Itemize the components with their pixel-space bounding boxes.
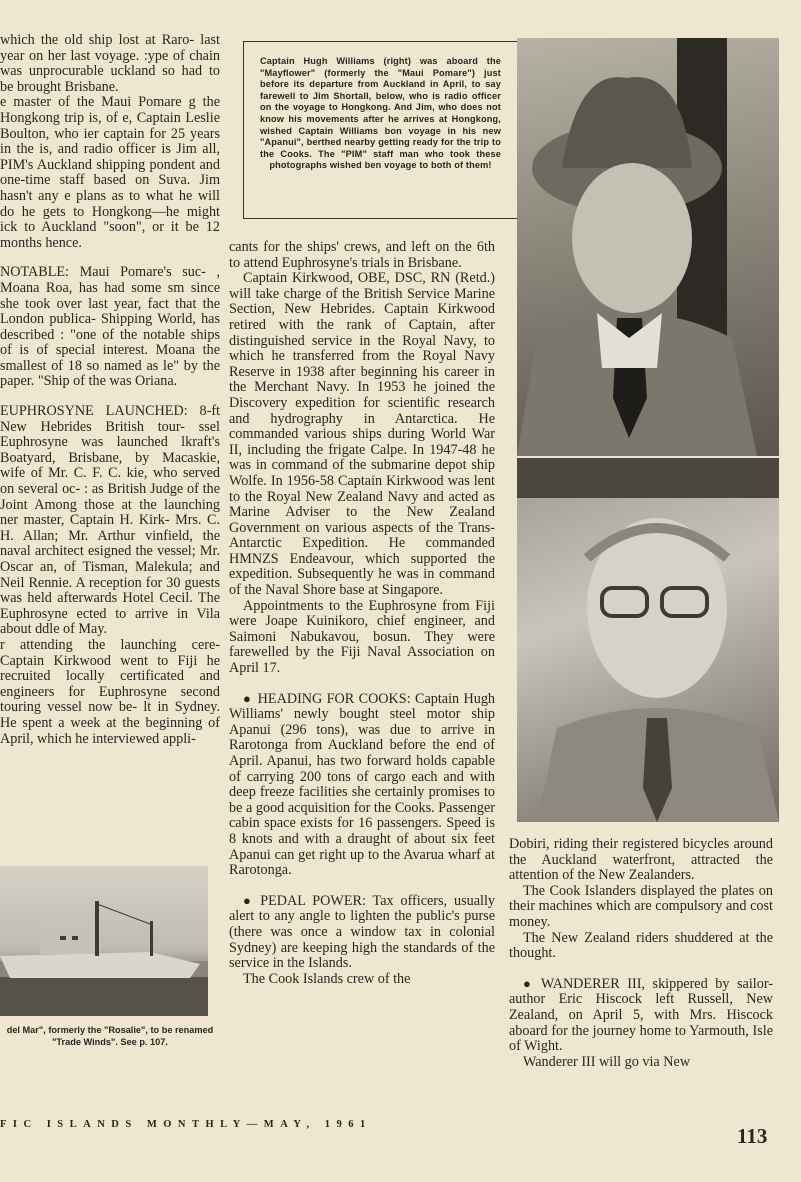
paragraph-wanderer <box>509 976 773 1055</box>
ship-photo-caption: del Mar", formerly the "Rosalie", to be renamed "Trade Winds". See p. 107. <box>6 1025 214 1047</box>
paragraph: r attending the launching cere- Captain Kirkwood went to Fiji he recruited locally certificated and engineers for Euphrosyne second touring vessel now be- lt in Sydney. He spent a week at the beginning of April, which he interviewed appli- <box>0 636 220 747</box>
paragraph: The Cook Islanders displayed the plates on their machines which are compulsory and cost money. <box>509 882 773 930</box>
paragraph-pedal-power <box>229 893 495 972</box>
paragraph: Dobiri, riding their registered bicycles around the Auckland waterfront, attracted the attention of the New Zealanders. <box>509 837 773 884</box>
paragraph: NOTABLE: Maui Pomare's suc- , Moana Roa, has had some sm since she took over last year, fact that the London publica- Shipping World, has described : "one of the notable ships of is of special interest. Moana the smallest of 18 so named as le" by the paper. "Ship of the was Oriana. <box>0 264 220 390</box>
photo-caption-box <box>243 41 521 219</box>
page-number: 113 <box>737 1124 768 1148</box>
ship-at-wharf-photo-icon <box>0 866 208 1016</box>
paragraph: The New Zealand riders shuddered at the thought. <box>509 929 773 962</box>
paragraph: Wanderer III will go via New <box>523 1053 691 1070</box>
man-with-glasses-photo-icon <box>517 458 779 822</box>
paragraph: cants for the ships' crews, and left on the 6th to attend Euphrosyne's trials in Brisbane. <box>229 240 495 271</box>
paragraph: e master of the Maui Pomare g the Hongkong trip is, of e, Captain Leslie Boulton, who ier captain for 25 years in the is, and radio officer is Jim all, PIM's Auckland shipping pondent and one-time staff based on Suva. Jim hasn't any e plans as to what he will do he gets to Hongkong—he might ick to Auckland "soon", or it be 12 months hence. <box>0 94 220 251</box>
paragraph-text: HEADING FOR COOKS: Captain Hugh Williams' newly bought steel motor ship Apanui (296 tons), was due to arrive in Rarotonga from Auckland before the end of April. Apanui, has two forward holds capable of carrying 200 tons of cargo each and with deep freeze facilities she certainly promises to be a good acquisition for the Cooks. Passenger cabin space exists for 16 passengers. Speed is 8 knots and with a draught of about six feet Apanui can get right up to the Avarua wharf at Rarotonga. <box>229 690 495 879</box>
paragraph-text: WANDERER III, skippered by sailor-author Eric Hiscock left Russell, New Zealand, on April 5, with Mrs. Hiscock aboard for the journey home to Yarmouth, Isle of Wight. <box>509 975 773 1055</box>
paragraph: EUPHROSYNE LAUNCHED: 8-ft New Hebrides British tour- ssel Euphrosyne was launched lkraft's Boatyard, Brisbane, by Macaskie, wife of Mr. C. F. C. kie, who served on several oc- : as British Judge of the Joint Among those at the launching ner master, Captain H. Kirk- Mrs. C. H. Allan; Mr. Arthur vinfield, the naval architect esigned the vessel; Mr. Oscar an, of Tisman, Malekula; and Neil Rennie. A reception for 30 guests was held afterwards Hotel Cecil. The Euphrosyne ected to arrive in Vila about ddle of May. <box>0 403 220 638</box>
column-middle <box>229 240 495 1110</box>
caption-text: Captain Hugh Williams (right) was aboard the "Mayflower" (formerly the "Maui Pomare") just before its departure from Auckland in April, to say farewell to Jim Shortall, below, who is radio officer on the voyage to Hongkong. And Jim, who does not know his movements after he arrives at Hongkong, wished Captain Williams bon voyage in his new "Apanui", berthed nearby getting ready for the trip to the Cooks. The "PIM" staff man who took these photographs wished ben voyage to both of them! <box>260 56 501 171</box>
paragraph: Captain Kirkwood, OBE, DSC, RN (Retd.) will take charge of the British Service Marine Section, New Hebrides. Captain Kirkwood retired with the rank of Captain, after distinguished service in the Royal Navy, to which he transferred from the Royal Navy Reserve in 1938 after beginning his career in the Merchant Navy. In 1953 he joined the Discovery expedition for scientific research and hydrography in Antarctica. He commanded various ships during World War II, including the frigate Calpe. In 1947-48 he was in command of the submarine depot ship Wolfe. In 1956-58 Captain Kirkwood was lent to the Royal New Zealand Navy and acted as Marine Adviser to the New Zealand Government on various aspects of the Trans-Antarctic Expedition. He commanded HMNZS Endeavour, which supported the expedition. Subsequently he was in command of the Naval Shore base at Singapore. <box>229 270 495 599</box>
man-in-hat-photo-icon <box>517 38 779 456</box>
paragraph: which the old ship lost at Raro- last year on her last voyage. :ype of chain was unprocurable uckland so had to be brought Brisbane. <box>0 33 220 95</box>
bullet-icon: ● <box>243 892 255 908</box>
bullet-icon: ● <box>523 975 535 991</box>
ship-photo <box>0 866 208 1016</box>
paragraph-text: PEDAL POWER: Tax officers, usually alert to any angle to lighten the public's purse (there was once a window tax in colonial Sydney) are keeping high the standards of the service in the Islands. <box>229 892 495 972</box>
paragraph-heading-for-cooks <box>229 691 495 879</box>
photo-captain-williams <box>517 38 779 456</box>
column-left <box>0 33 220 855</box>
photo-jim-shortall <box>517 458 779 822</box>
bullet-icon: ● <box>243 690 252 706</box>
running-footer: FIC ISLANDS MONTHLY—MAY, 1961 <box>0 1119 372 1130</box>
column-right <box>509 837 773 1107</box>
paragraph: The Cook Islands crew of the <box>243 970 411 987</box>
paragraph: Appointments to the Euphrosyne from Fiji were Joape Kuinikoro, chief engineer, and Saimoni Nabukavou, bosun. They were farewelled by the Fiji Naval Association on April 17. <box>229 597 495 677</box>
